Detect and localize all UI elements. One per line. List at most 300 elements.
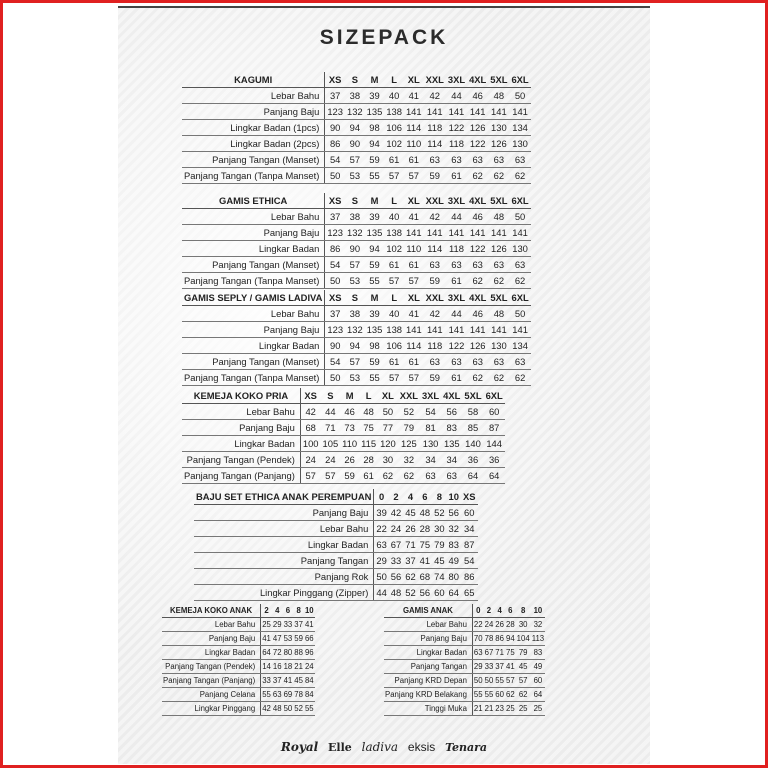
measurement-value: 73 — [340, 420, 359, 436]
table-row — [182, 152, 531, 168]
measurement-value: 74 — [432, 569, 446, 585]
measurement-value: 62 — [378, 468, 398, 484]
table-row — [162, 702, 315, 716]
measurement-value: 113 — [531, 632, 545, 646]
size-header: S — [345, 193, 365, 209]
size-header: M — [365, 72, 385, 88]
measurement-value: 41 — [404, 88, 424, 104]
measurement-value: 98 — [365, 120, 385, 136]
measurement-value: 41 — [283, 674, 294, 688]
measurement-value: 52 — [403, 585, 417, 601]
measurement-value: 118 — [424, 120, 446, 136]
measurement-label: Panjang Tangan (Panjang) — [182, 468, 300, 484]
measurement-value: 52 — [432, 505, 446, 521]
measurement-label: Lingkar Badan (2pcs) — [182, 136, 325, 152]
measurement-value: 122 — [446, 338, 467, 354]
measurement-value: 44 — [446, 88, 467, 104]
measurement-value: 86 — [325, 136, 345, 152]
measurement-value: 36 — [484, 452, 505, 468]
measurement-value: 135 — [441, 436, 462, 452]
size-header: M — [365, 290, 385, 306]
measurement-value: 37 — [293, 618, 304, 632]
size-header: 8 — [516, 604, 531, 618]
measurement-label: Panjang Tangan (Pendek) — [162, 660, 261, 674]
measurement-label: Panjang Baju — [384, 632, 472, 646]
size-header: 4XL — [467, 290, 488, 306]
measurement-label: Panjang Baju — [162, 632, 261, 646]
measurement-value: 55 — [484, 688, 495, 702]
measurement-value: 18 — [283, 660, 294, 674]
measurement-value: 87 — [461, 537, 478, 553]
measurement-value: 55 — [494, 674, 505, 688]
measurement-value: 57 — [345, 152, 365, 168]
size-table-baju-set-anak-perempuan — [194, 489, 478, 601]
measurement-value: 90 — [325, 338, 345, 354]
measurement-value: 52 — [398, 404, 420, 420]
measurement-value: 55 — [261, 688, 272, 702]
measurement-value: 123 — [325, 104, 345, 120]
size-header: 4XL — [441, 388, 462, 404]
size-header: XL — [378, 388, 398, 404]
measurement-value: 61 — [404, 257, 424, 273]
measurement-label: Panjang Baju — [182, 104, 325, 120]
measurement-value: 59 — [293, 632, 304, 646]
table-row — [182, 209, 531, 225]
measurement-value: 61 — [446, 273, 467, 289]
size-header: XXL — [424, 72, 446, 88]
measurement-value: 41 — [418, 553, 432, 569]
measurement-label: Lebar Bahu — [182, 306, 325, 322]
measurement-value: 63 — [509, 152, 530, 168]
brand-logo-elle: Elle — [328, 741, 352, 754]
table-row — [182, 136, 531, 152]
measurement-value: 75 — [505, 646, 516, 660]
measurement-value: 29 — [272, 618, 283, 632]
table-row — [384, 618, 545, 632]
measurement-value: 88 — [293, 646, 304, 660]
size-header: XS — [325, 193, 345, 209]
measurement-value: 57 — [384, 168, 404, 184]
measurement-value: 63 — [472, 646, 483, 660]
measurement-value: 55 — [365, 168, 385, 184]
size-header: 6 — [505, 604, 516, 618]
measurement-value: 63 — [374, 537, 389, 553]
measurement-value: 102 — [384, 136, 404, 152]
measurement-value: 33 — [389, 553, 403, 569]
measurement-value: 48 — [488, 209, 509, 225]
size-header: L — [384, 290, 404, 306]
size-header: XXL — [398, 388, 420, 404]
measurement-value: 130 — [488, 338, 509, 354]
brand-logo-eksis: eksis — [407, 740, 436, 754]
measurement-value: 49 — [447, 553, 461, 569]
measurement-value: 141 — [446, 322, 467, 338]
measurement-value: 54 — [461, 553, 478, 569]
measurement-value: 132 — [345, 225, 365, 241]
measurement-value: 34 — [441, 452, 462, 468]
measurement-value: 59 — [365, 257, 385, 273]
measurement-value: 64 — [447, 585, 461, 601]
table-row — [384, 702, 545, 716]
measurement-value: 33 — [283, 618, 294, 632]
measurement-value: 24 — [484, 618, 495, 632]
measurement-value: 83 — [447, 537, 461, 553]
measurement-value: 135 — [365, 322, 385, 338]
measurement-value: 75 — [359, 420, 378, 436]
measurement-value: 61 — [446, 168, 467, 184]
size-table-gamis-anak — [384, 604, 545, 716]
measurement-value: 55 — [472, 688, 483, 702]
measurement-value: 41 — [505, 660, 516, 674]
size-header: XL — [404, 72, 424, 88]
size-header: 3XL — [446, 72, 467, 88]
measurement-value: 57 — [505, 674, 516, 688]
measurement-value: 63 — [467, 354, 488, 370]
measurement-value: 144 — [484, 436, 505, 452]
measurement-value: 59 — [424, 273, 446, 289]
measurement-value: 57 — [384, 370, 404, 386]
measurement-value: 106 — [384, 120, 404, 136]
size-header: 5XL — [462, 388, 483, 404]
measurement-value: 38 — [345, 88, 365, 104]
top-rule — [118, 6, 650, 8]
measurement-value: 77 — [378, 420, 398, 436]
measurement-value: 126 — [467, 120, 488, 136]
size-header: M — [340, 388, 359, 404]
measurement-value: 34 — [461, 521, 478, 537]
measurement-value: 59 — [365, 354, 385, 370]
measurement-value: 84 — [304, 674, 315, 688]
measurement-value: 68 — [300, 420, 320, 436]
measurement-value: 63 — [424, 354, 446, 370]
measurement-value: 42 — [261, 702, 272, 716]
size-table-kagumi — [182, 72, 531, 184]
measurement-value: 59 — [340, 468, 359, 484]
measurement-value: 57 — [404, 168, 424, 184]
measurement-value: 126 — [467, 338, 488, 354]
measurement-value: 83 — [531, 646, 545, 660]
measurement-value: 62 — [467, 370, 488, 386]
measurement-value: 63 — [467, 257, 488, 273]
measurement-value: 28 — [359, 452, 378, 468]
measurement-value: 63 — [509, 257, 530, 273]
measurement-value: 62 — [488, 370, 509, 386]
measurement-value: 57 — [345, 257, 365, 273]
measurement-value: 120 — [378, 436, 398, 452]
measurement-value: 30 — [378, 452, 398, 468]
measurement-label: Lebar Bahu — [194, 521, 374, 537]
measurement-value: 53 — [345, 370, 365, 386]
measurement-label: Panjang Tangan (Pendek) — [182, 452, 300, 468]
measurement-value: 45 — [293, 674, 304, 688]
measurement-label: Tinggi Muka — [384, 702, 472, 716]
measurement-value: 67 — [484, 646, 495, 660]
measurement-value: 37 — [494, 660, 505, 674]
measurement-value: 56 — [441, 404, 462, 420]
measurement-value: 39 — [374, 505, 389, 521]
measurement-value: 54 — [325, 354, 345, 370]
size-header: 10 — [531, 604, 545, 618]
size-header: XXL — [424, 193, 446, 209]
measurement-value: 36 — [462, 452, 483, 468]
measurement-value: 61 — [446, 370, 467, 386]
measurement-value: 71 — [321, 420, 341, 436]
measurement-value: 118 — [424, 338, 446, 354]
measurement-value: 57 — [384, 273, 404, 289]
measurement-label: Panjang Baju — [182, 225, 325, 241]
measurement-value: 61 — [404, 152, 424, 168]
size-header: 8 — [432, 489, 446, 505]
measurement-value: 37 — [403, 553, 417, 569]
size-header: 8 — [293, 604, 304, 618]
measurement-value: 78 — [293, 688, 304, 702]
size-header: 2 — [261, 604, 272, 618]
measurement-value: 67 — [389, 537, 403, 553]
size-table-kemeja-koko-pria — [182, 388, 505, 484]
measurement-value: 64 — [261, 646, 272, 660]
size-header: L — [359, 388, 378, 404]
measurement-value: 134 — [509, 120, 530, 136]
measurement-value: 52 — [293, 702, 304, 716]
measurement-value: 54 — [325, 257, 345, 273]
measurement-value: 25 — [505, 702, 516, 716]
table-row — [182, 370, 531, 386]
measurement-value: 50 — [509, 88, 530, 104]
measurement-value: 41 — [261, 632, 272, 646]
measurement-value: 90 — [325, 120, 345, 136]
measurement-value: 42 — [389, 505, 403, 521]
measurement-value: 46 — [467, 306, 488, 322]
measurement-value: 54 — [420, 404, 441, 420]
measurement-value: 57 — [404, 370, 424, 386]
measurement-value: 130 — [509, 241, 530, 257]
measurement-value: 25 — [531, 702, 545, 716]
measurement-label: Panjang Tangan — [384, 660, 472, 674]
measurement-value: 63 — [424, 152, 446, 168]
measurement-label: Panjang Celana — [162, 688, 261, 702]
size-header: 4 — [403, 489, 417, 505]
measurement-value: 122 — [467, 241, 488, 257]
measurement-value: 69 — [283, 688, 294, 702]
table-row — [182, 241, 531, 257]
measurement-value: 48 — [488, 306, 509, 322]
measurement-label: Lebar Bahu — [182, 404, 300, 420]
measurement-value: 24 — [321, 452, 341, 468]
measurement-value: 45 — [432, 553, 446, 569]
measurement-value: 53 — [283, 632, 294, 646]
measurement-value: 39 — [365, 209, 385, 225]
brand-logos — [118, 740, 650, 754]
measurement-value: 50 — [283, 702, 294, 716]
measurement-label: Panjang Tangan (Panjang) — [162, 674, 261, 688]
measurement-value: 49 — [531, 660, 545, 674]
measurement-value: 114 — [404, 338, 424, 354]
table-row — [384, 646, 545, 660]
size-table-kemeja-koko-anak — [162, 604, 315, 716]
table-row — [194, 569, 478, 585]
measurement-value: 96 — [304, 646, 315, 660]
measurement-value: 84 — [304, 688, 315, 702]
measurement-value: 63 — [488, 152, 509, 168]
measurement-value: 48 — [272, 702, 283, 716]
table-row — [162, 618, 315, 632]
measurement-value: 44 — [374, 585, 389, 601]
table-row — [194, 553, 478, 569]
measurement-value: 62 — [467, 168, 488, 184]
table-row — [182, 452, 505, 468]
measurement-value: 83 — [441, 420, 462, 436]
measurement-value: 135 — [365, 104, 385, 120]
measurement-value: 86 — [461, 569, 478, 585]
measurement-label: Lingkar Badan — [182, 338, 325, 354]
measurement-label: Panjang Baju — [182, 322, 325, 338]
measurement-value: 114 — [424, 136, 446, 152]
size-header: 5XL — [488, 193, 509, 209]
brand-logo-royal: Royal — [280, 740, 319, 754]
measurement-value: 62 — [505, 688, 516, 702]
measurement-value: 55 — [365, 370, 385, 386]
measurement-value: 53 — [345, 168, 365, 184]
measurement-value: 29 — [374, 553, 389, 569]
measurement-value: 126 — [488, 241, 509, 257]
measurement-value: 140 — [462, 436, 483, 452]
measurement-value: 21 — [472, 702, 483, 716]
measurement-label: Lingkar Badan — [182, 241, 325, 257]
measurement-value: 80 — [447, 569, 461, 585]
measurement-value: 59 — [424, 370, 446, 386]
measurement-value: 100 — [300, 436, 320, 452]
measurement-value: 46 — [467, 209, 488, 225]
measurement-value: 61 — [384, 354, 404, 370]
measurement-value: 28 — [505, 618, 516, 632]
size-header: 0 — [374, 489, 389, 505]
measurement-label: Panjang Tangan (Tanpa Manset) — [182, 273, 325, 289]
measurement-label: Lingkar Badan (1pcs) — [182, 120, 325, 136]
measurement-value: 38 — [345, 306, 365, 322]
size-header: XXL — [424, 290, 446, 306]
measurement-value: 63 — [272, 688, 283, 702]
measurement-value: 85 — [462, 420, 483, 436]
measurement-value: 24 — [389, 521, 403, 537]
measurement-value: 63 — [424, 257, 446, 273]
table-row — [162, 646, 315, 660]
measurement-value: 63 — [446, 257, 467, 273]
measurement-value: 86 — [494, 632, 505, 646]
measurement-value: 79 — [516, 646, 531, 660]
measurement-value: 48 — [359, 404, 378, 420]
measurement-value: 30 — [432, 521, 446, 537]
measurement-value: 64 — [531, 688, 545, 702]
measurement-value: 118 — [446, 136, 467, 152]
measurement-value: 138 — [384, 322, 404, 338]
measurement-value: 98 — [365, 338, 385, 354]
measurement-value: 126 — [488, 136, 509, 152]
measurement-value: 132 — [345, 322, 365, 338]
measurement-value: 71 — [403, 537, 417, 553]
measurement-value: 32 — [398, 452, 420, 468]
measurement-value: 42 — [424, 209, 446, 225]
measurement-value: 37 — [325, 209, 345, 225]
measurement-value: 56 — [389, 569, 403, 585]
measurement-value: 130 — [420, 436, 441, 452]
measurement-value: 57 — [345, 354, 365, 370]
measurement-label: Panjang Baju — [194, 505, 374, 521]
measurement-value: 66 — [304, 632, 315, 646]
measurement-value: 45 — [516, 660, 531, 674]
measurement-value: 141 — [404, 225, 424, 241]
measurement-value: 115 — [359, 436, 378, 452]
measurement-value: 138 — [384, 225, 404, 241]
table-row — [194, 585, 478, 601]
measurement-value: 62 — [510, 370, 531, 386]
measurement-value: 64 — [484, 468, 505, 484]
size-header: XL — [404, 290, 424, 306]
measurement-value: 122 — [467, 136, 488, 152]
measurement-value: 24 — [304, 660, 315, 674]
table-row — [384, 660, 545, 674]
measurement-value: 75 — [418, 537, 432, 553]
measurement-value: 114 — [424, 241, 446, 257]
table-name: KEMEJA KOKO PRIA — [182, 388, 300, 404]
measurement-value: 61 — [404, 354, 424, 370]
measurement-value: 63 — [488, 257, 509, 273]
measurement-value: 50 — [325, 370, 345, 386]
measurement-value: 72 — [272, 646, 283, 660]
table-row — [384, 688, 545, 702]
table-row — [162, 674, 315, 688]
measurement-value: 62 — [516, 688, 531, 702]
table-row — [182, 338, 531, 354]
measurement-value: 59 — [365, 152, 385, 168]
measurement-value: 21 — [293, 660, 304, 674]
measurement-label: Panjang Baju — [182, 420, 300, 436]
size-header: 5XL — [488, 72, 509, 88]
measurement-value: 122 — [446, 120, 467, 136]
measurement-value: 110 — [404, 241, 424, 257]
measurement-value: 141 — [424, 104, 446, 120]
table-row — [182, 120, 531, 136]
measurement-label: Lebar Bahu — [182, 88, 325, 104]
measurement-value: 57 — [404, 273, 424, 289]
table-row — [182, 322, 531, 338]
size-header: 6XL — [509, 193, 530, 209]
measurement-value: 14 — [261, 660, 272, 674]
measurement-value: 86 — [325, 241, 345, 257]
table-row — [182, 257, 531, 273]
measurement-value: 141 — [467, 225, 488, 241]
measurement-value: 54 — [325, 152, 345, 168]
measurement-value: 123 — [325, 322, 345, 338]
measurement-value: 106 — [384, 338, 404, 354]
measurement-value: 45 — [403, 505, 417, 521]
table-name: GAMIS ANAK — [384, 604, 472, 618]
measurement-value: 30 — [516, 618, 531, 632]
table-row — [182, 273, 531, 289]
size-header: 4XL — [467, 72, 488, 88]
size-header: XS — [300, 388, 320, 404]
measurement-value: 134 — [510, 338, 531, 354]
measurement-value: 141 — [467, 104, 488, 120]
measurement-value: 23 — [494, 702, 505, 716]
table-row — [182, 225, 531, 241]
measurement-value: 41 — [404, 209, 424, 225]
size-header: 6 — [283, 604, 294, 618]
measurement-label: Panjang Tangan (Tanpa Manset) — [182, 370, 325, 386]
table-name: BAJU SET ETHICA ANAK PEREMPUAN — [194, 489, 374, 505]
measurement-label: Panjang Rok — [194, 569, 374, 585]
measurement-value: 48 — [418, 505, 432, 521]
measurement-value: 63 — [446, 152, 467, 168]
